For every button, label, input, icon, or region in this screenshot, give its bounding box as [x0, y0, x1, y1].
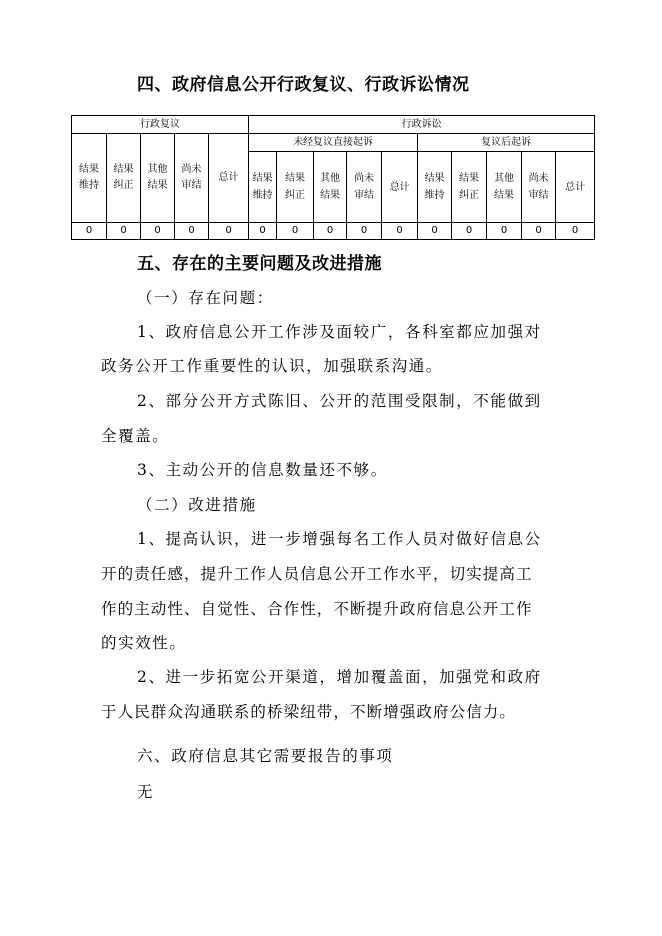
value-cell: 0 — [209, 223, 249, 240]
problem-1-line-2: 政务公开工作重要性的认识，加强联系沟通。 — [101, 357, 444, 375]
col-direct-pending: 尚未 审结 — [347, 152, 382, 223]
value-cell: 0 — [522, 223, 556, 240]
problems-title: （一）存在问题： — [137, 289, 274, 307]
value-cell: 0 — [141, 223, 175, 240]
value-cell: 0 — [418, 223, 452, 240]
value-cell: 0 — [175, 223, 209, 240]
measure-2-line-2: 于人民群众沟通联系的桥梁纽带，不断增强政府公信力。 — [101, 703, 517, 721]
col-direct-other: 其他 结果 — [314, 152, 347, 223]
measure-1-line-2: 开的责任感，提升工作人员信息公开工作水平，切实提高工 — [101, 565, 533, 583]
col-review-other: 其他 结果 — [141, 134, 175, 223]
value-cell: 0 — [382, 223, 418, 240]
problem-3: 3、主动公开的信息数量还不够。 — [137, 461, 388, 479]
problem-2-line-1: 2、部分公开方式陈旧、公开的范围受限制，不能做到 — [137, 392, 542, 410]
col-review-total: 总计 — [209, 134, 249, 223]
measure-2-line-1: 2、进一步拓宽公开渠道，增加覆盖面，加强党和政府 — [137, 668, 542, 686]
value-cell: 0 — [556, 223, 595, 240]
measure-1-line-4: 的实效性。 — [101, 634, 187, 652]
value-cell: 0 — [107, 223, 141, 240]
measure-1-line-1: 1、提高认识，进一步增强每名工作人员对做好信息公 — [137, 530, 542, 548]
measures-title: （二）改进措施 — [137, 496, 257, 514]
value-cell: 0 — [314, 223, 347, 240]
header-admin-review: 行政复议 — [72, 116, 249, 134]
col-direct-total: 总计 — [382, 152, 418, 223]
col-after-pending: 尚未 审结 — [522, 152, 556, 223]
value-cell: 0 — [249, 223, 277, 240]
col-review-corrected: 结果 纠正 — [107, 134, 141, 223]
value-cell: 0 — [72, 223, 107, 240]
col-after-corrected: 结果 纠正 — [452, 152, 487, 223]
value-cell: 0 — [347, 223, 382, 240]
header-admin-litigation: 行政诉讼 — [249, 116, 595, 134]
col-review-pending: 尚未 审结 — [175, 134, 209, 223]
col-review-upheld: 结果 维持 — [72, 134, 107, 223]
col-after-other: 其他 结果 — [487, 152, 522, 223]
value-cell: 0 — [452, 223, 487, 240]
problem-1-line-1: 1、政府信息公开工作涉及面较广，各科室都应加强对 — [137, 323, 542, 341]
section5-heading: 五、存在的主要问题及改进措施 — [137, 254, 382, 274]
section6-content: 无 — [137, 783, 155, 801]
col-after-upheld: 结果 维持 — [418, 152, 452, 223]
header-after-review-litigation: 复议后起诉 — [418, 134, 595, 152]
section6-heading: 六、政府信息其它需要报告的事项 — [137, 747, 394, 765]
value-cell: 0 — [277, 223, 314, 240]
problem-2-line-2: 全覆盖。 — [101, 427, 170, 445]
col-after-total: 总计 — [556, 152, 595, 223]
measure-1-line-3: 作的主动性、自觉性、合作性，不断提升政府信息公开工作 — [101, 600, 533, 618]
col-direct-corrected: 结果 纠正 — [277, 152, 314, 223]
section4-heading: 四、政府信息公开行政复议、行政诉讼情况 — [137, 75, 470, 95]
header-direct-litigation: 未经复议直接起诉 — [249, 134, 418, 152]
value-cell: 0 — [487, 223, 522, 240]
review-litigation-table — [71, 115, 595, 240]
col-direct-upheld: 结果维持 — [249, 152, 277, 223]
